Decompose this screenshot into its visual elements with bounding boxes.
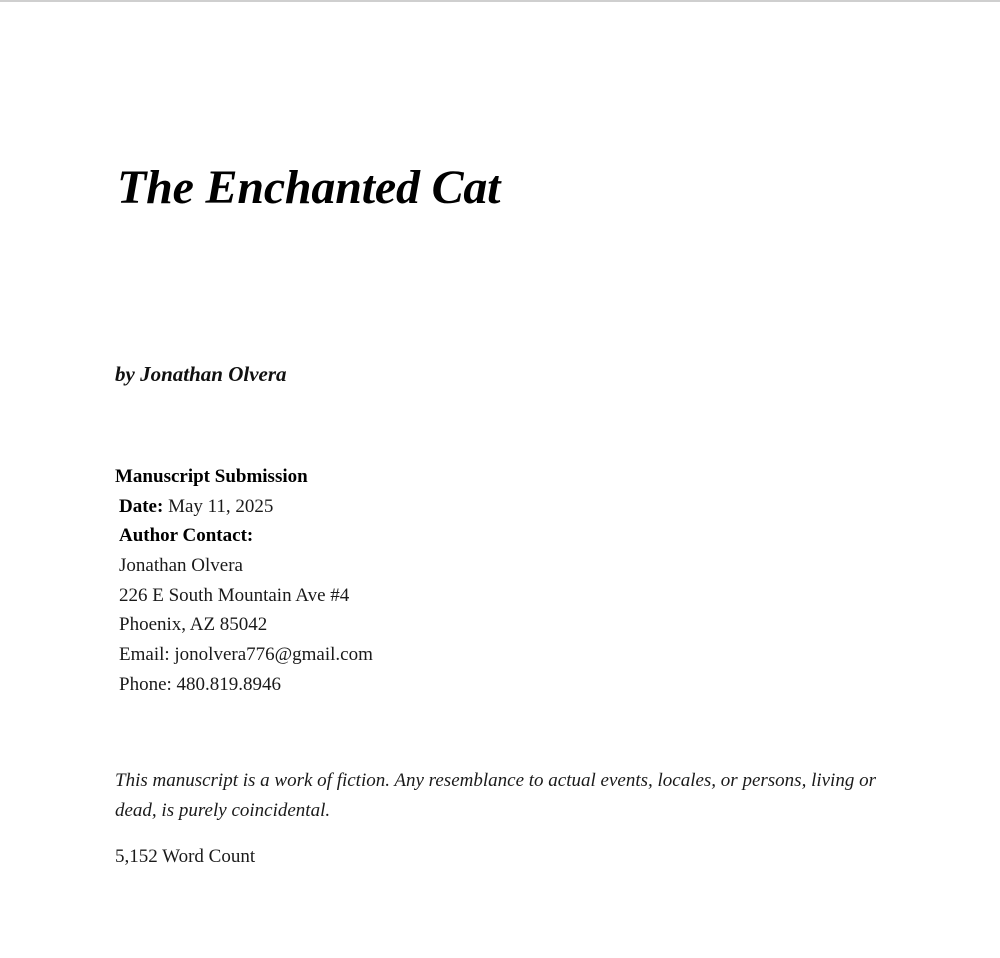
address-line-1: 226 E South Mountain Ave #4 xyxy=(119,584,350,606)
submission-heading: Manuscript Submission xyxy=(115,466,308,487)
word-count: 5,152 Word Count xyxy=(115,846,256,867)
author-name: Jonathan Olvera xyxy=(119,555,243,577)
submission-info xyxy=(115,462,373,700)
date-label: Date: xyxy=(119,495,164,517)
address-line-2: Phoenix, AZ 85042 xyxy=(119,614,268,636)
manuscript-title: The Enchanted Cat xyxy=(117,161,501,214)
author-contact-label: Author Contact: xyxy=(119,525,254,547)
fiction-disclaimer: This manuscript is a work of fiction. Any resemblance to actual events, locales, or persons, living or dead, is purely coincidental. xyxy=(115,770,876,821)
date-value: May 11, 2025 xyxy=(168,495,274,517)
email-line: Email: jonolvera776@gmail.com xyxy=(119,644,373,666)
date-line xyxy=(115,492,373,522)
author-byline: by Jonathan Olvera xyxy=(115,362,287,386)
phone-line: Phone: 480.819.8946 xyxy=(119,673,282,695)
